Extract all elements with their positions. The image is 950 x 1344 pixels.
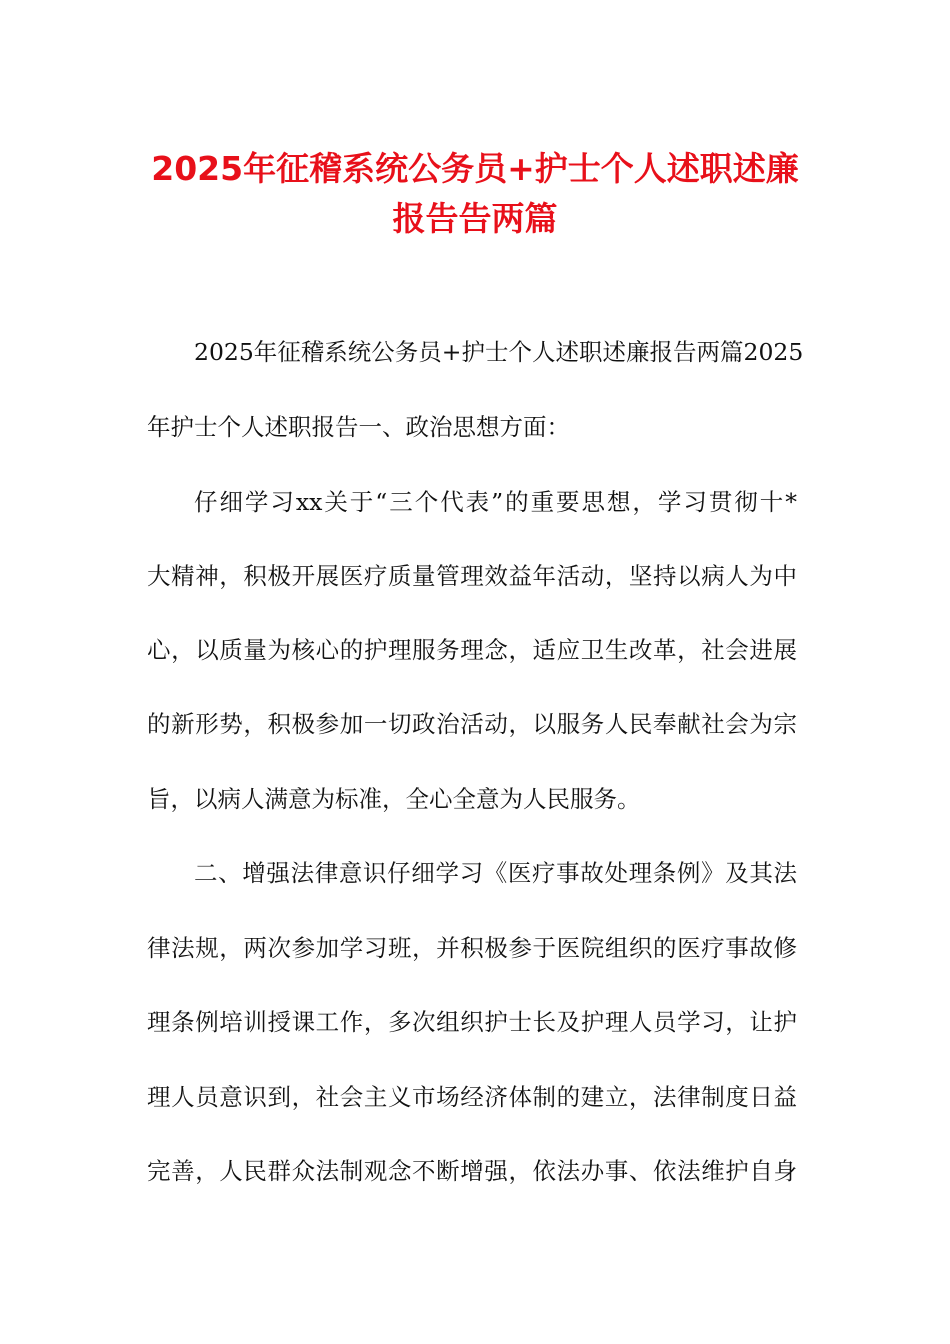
document-title-line-1: 2025年征稽系统公务员+护士个人述职述廉 (151, 149, 799, 188)
body-line-2: 年护士个人述职报告一、政治思想方面： (147, 413, 570, 441)
body-line-8: 二、增强法律意识仔细学习《医疗事故处理条例》及其法 (194, 859, 797, 887)
body-line-10: 理条例培训授课工作，多次组织护士长及护理人员学习，让护 (147, 1008, 797, 1036)
body-line-11: 理人员意识到，社会主义市场经济体制的建立，法律制度日益 (147, 1083, 797, 1111)
body-line-5: 心，以质量为核心的护理服务理念，适应卫生改革，社会进展 (147, 636, 797, 664)
body-line-6: 的新形势，积极参加一切政治活动，以服务人民奉献社会为宗 (147, 710, 797, 738)
body-line-9: 律法规，两次参加学习班，并积极参于医院组织的医疗事故修 (147, 934, 797, 962)
body-line-4: 大精神，积极开展医疗质量管理效益年活动，坚持以病人为中 (147, 562, 797, 590)
body-line-12: 完善，人民群众法制观念不断增强，依法办事、依法维护自身 (147, 1157, 797, 1185)
body-line-7: 旨，以病人满意为标准，全心全意为人民服务。 (147, 785, 641, 813)
document-title-line-2: 报告告两篇 (392, 199, 558, 238)
body-line-1: 2025年征稽系统公务员+护士个人述职述廉报告两篇2025 (194, 338, 804, 366)
body-line-3: 仔细学习xx关于“三个代表”的重要思想，学习贯彻十* (194, 488, 797, 516)
